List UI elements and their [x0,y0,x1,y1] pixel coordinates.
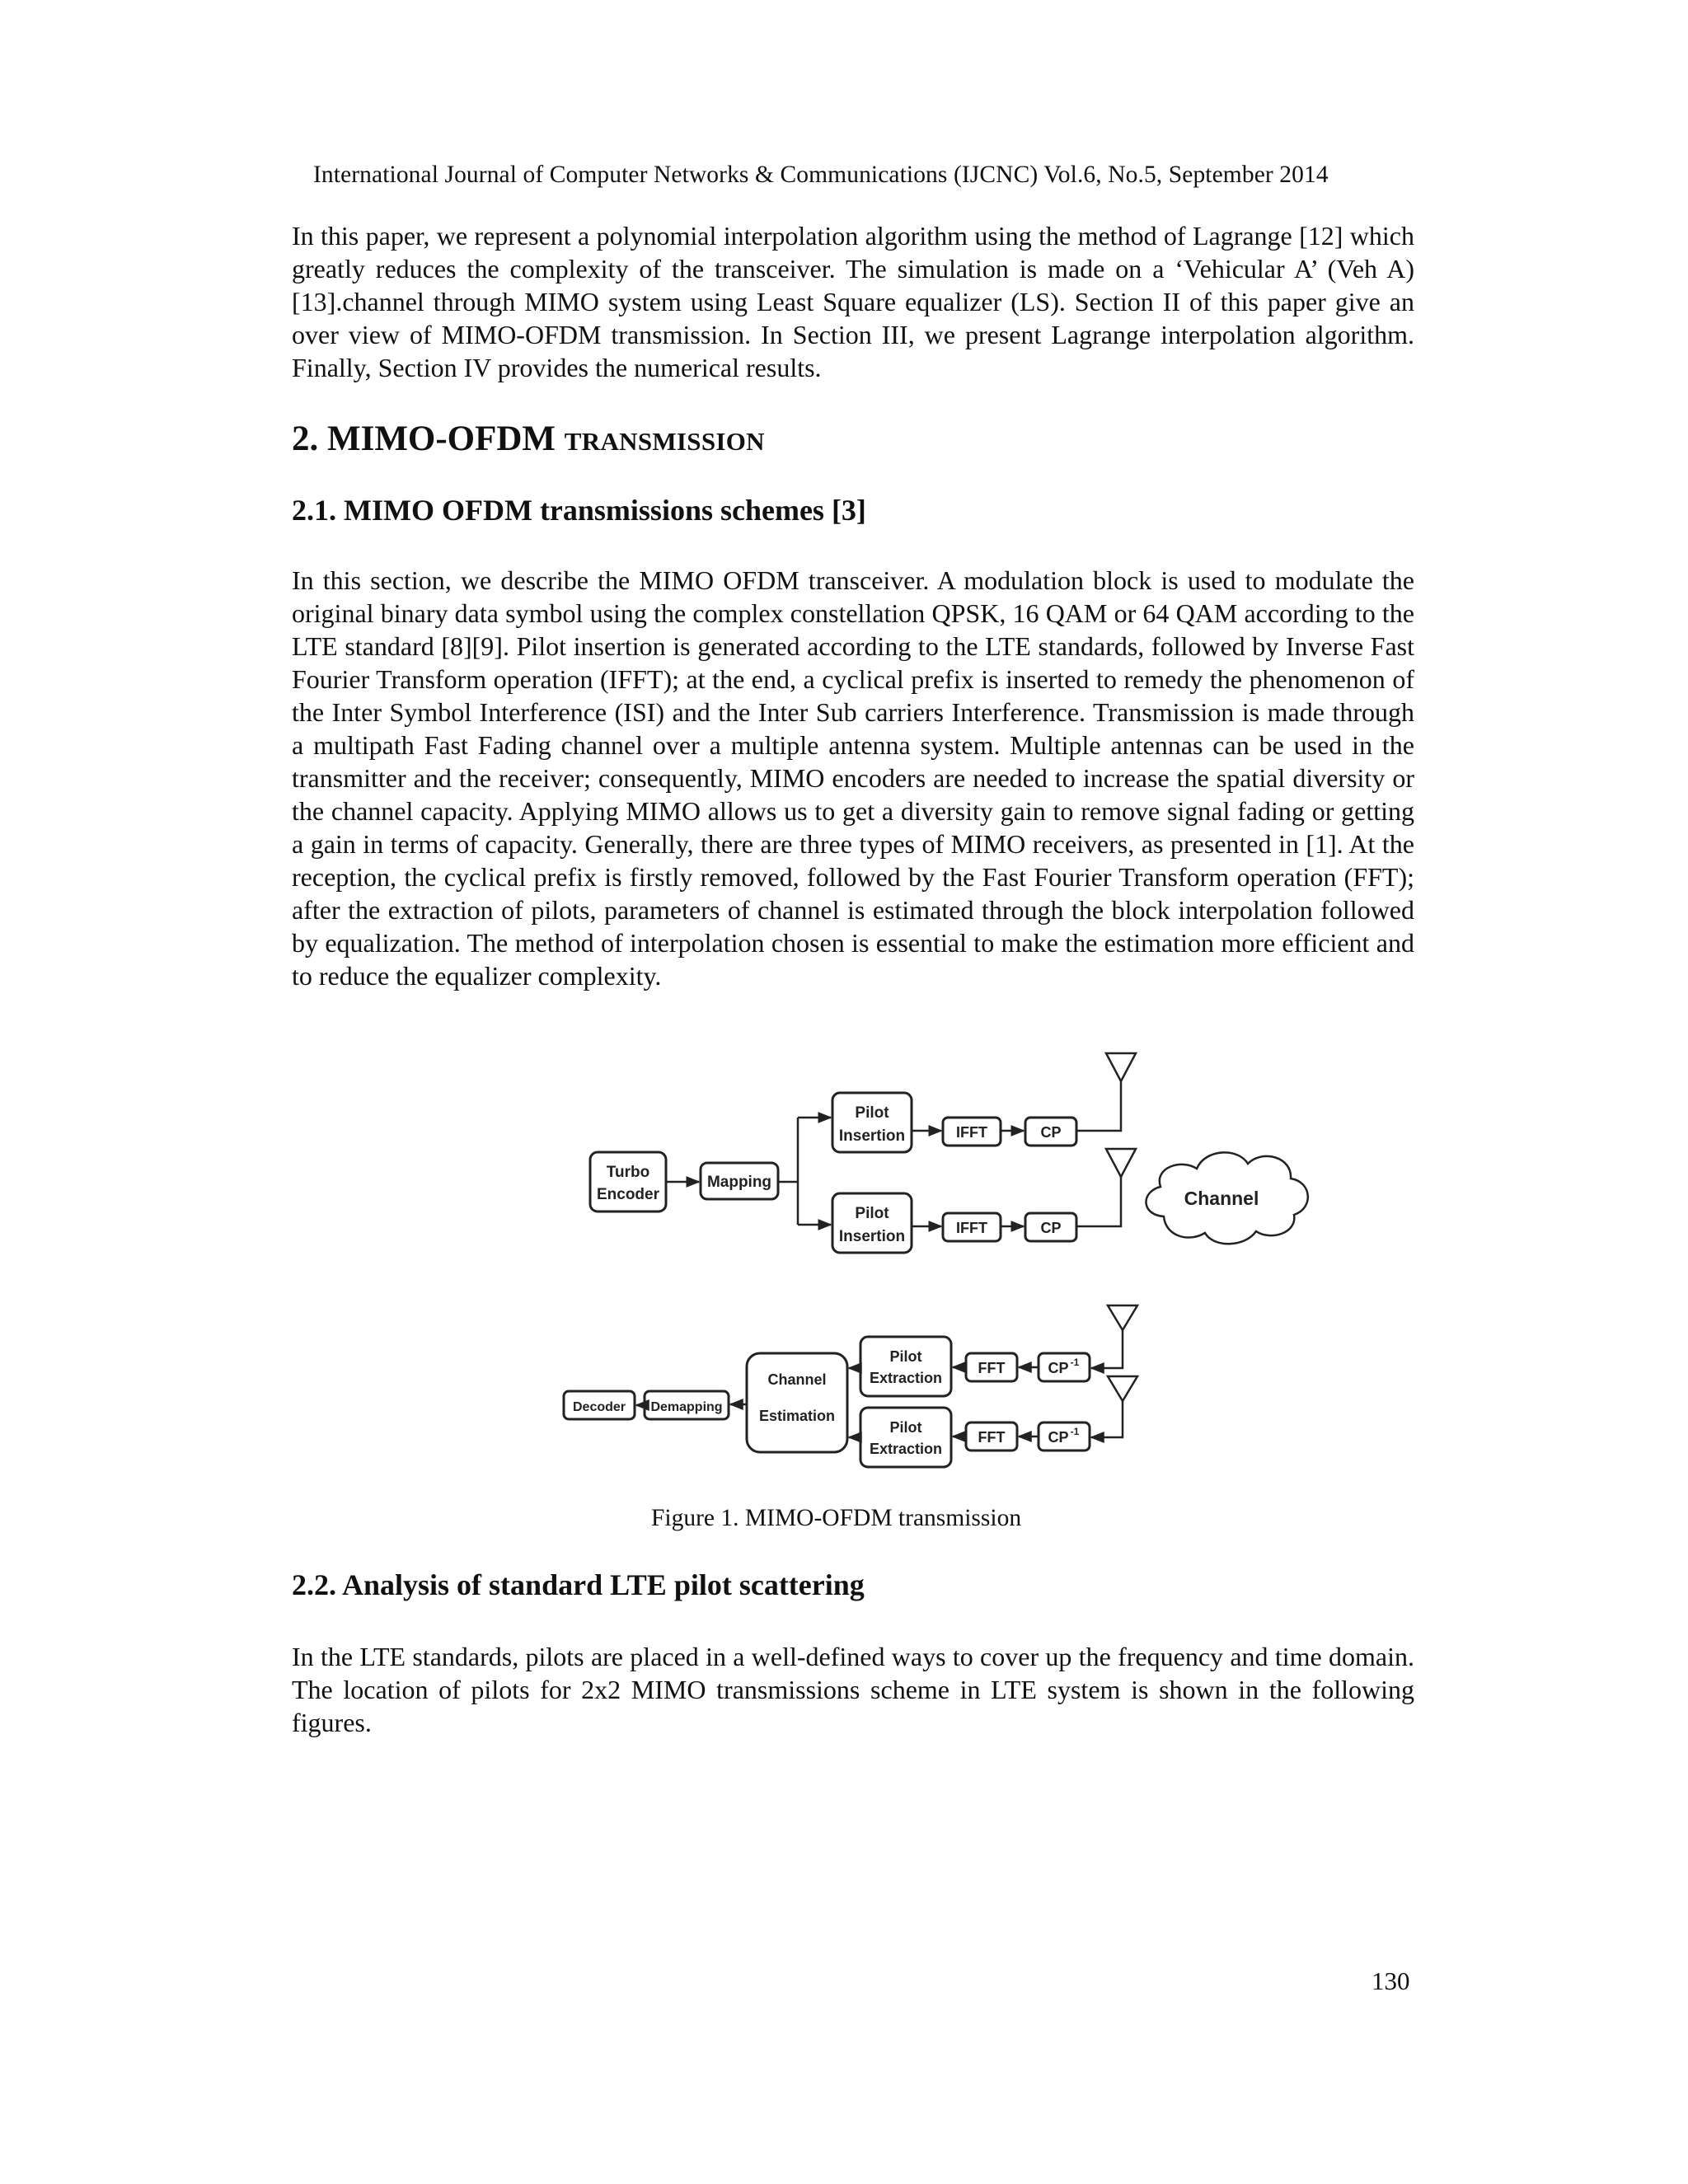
svg-text:Channel: Channel [767,1371,827,1388]
svg-text:IFFT: IFFT [956,1220,987,1236]
svg-text:Encoder: Encoder [596,1186,660,1203]
svg-text:Insertion: Insertion [838,1127,906,1145]
ifft-block-1 [943,1118,1001,1146]
section-heading [292,419,765,459]
demapping-block [645,1391,729,1419]
pilot-extraction-block-1 [860,1337,951,1396]
tx-feed-line-1 [1076,1081,1121,1131]
svg-text:Pilot: Pilot [889,1419,922,1436]
page-number: 130 [1372,1966,1410,1995]
cp-removal-block-2 [1039,1422,1090,1451]
channel-cloud-icon [1146,1152,1307,1244]
svg-text:Estimation: Estimation [758,1408,836,1424]
transceiver-paragraph: In this section, we describe the MIMO OFDM transceiver. A modulation block is used to modulate the original binary data symbol using the complex constellation QPSK, 16 QAM or 64 QAM according to the LTE standard [8][9]. Pilot insertion is generated according to the LTE standards, followed by Inverse Fast Fourier Transform operation (IFFT); at the end, a cyclical prefix is inserted to remedy the phenomenon of the Inter Symbol Interference (ISI) and the Inter Sub carriers Interference. Transmission is made through a multipath Fast Fading channel over a multiple antenna system. Multiple antennas can be used in the transmitter and the receiver; consequently, MIMO encoders are needed to increase the spatial diversity or the channel capacity. Applying MIMO allows us to get a diversity gain to remove signal fading or getting a gain in terms of capacity. Generally, there are three types of MIMO receivers, as presented in [1]. At the reception, the cyclical prefix is firstly removed, followed by the Fast Fourier Transform operation (FFT); after the extraction of pilots, parameters of channel is estimated through the block interpolation followed by equalization. The method of interpolation chosen is essential to make the estimation more efficient and to reduce the equalizer complexity. [292,565,1414,991]
rx-feed-line-2 [1091,1401,1123,1437]
svg-text:CP: CP [1040,1124,1062,1141]
mapping-split-line [778,1118,798,1225]
journal-header: International Journal of Computer Networks & Communications (IJCNC) Vol.6, No.5, September 2014 [313,162,1329,188]
channel-label: Channel [1184,1188,1259,1209]
subsection-heading-2-2: 2.2. Analysis of standard LTE pilot scattering [292,1568,865,1601]
mapping-block [701,1163,778,1199]
rx-antenna-icon-2 [1108,1376,1137,1401]
tx-antenna-icon-1 [1106,1053,1136,1081]
pilot-insertion-block-2 [832,1193,912,1253]
fft-block-2 [966,1422,1017,1451]
section-number: 2. [292,419,319,458]
channel-estimation-block [747,1353,847,1452]
tx-antenna-icon-2 [1106,1149,1136,1177]
svg-text:Extraction: Extraction [869,1441,943,1457]
svg-text:Decoder: Decoder [572,1400,626,1414]
svg-text:CP: CP [1048,1360,1069,1376]
turbo-encoder-block [590,1152,666,1212]
pilot-extraction-block-2 [860,1408,951,1467]
svg-text:Pilot: Pilot [855,1205,889,1222]
svg-text:Pilot: Pilot [855,1104,889,1122]
svg-text:CP: CP [1048,1429,1069,1446]
rx-antenna-icon-1 [1108,1305,1137,1330]
intro-paragraph: In this paper, we represent a polynomial interpolation algorithm using the method of Lagrange [12] which greatly reduces the complexity of the transceiver. The simulation is made on a ‘Vehicular A’ (Veh A) [13].channel through MIMO system using Least Square equalizer (LS). Section II of this paper give an over view of MIMO-OFDM transmission. In Section III, we present Lagrange interpolation algorithm. Finally, Section IV provides the numerical results. [292,221,1414,382]
section-title-rest: TRANSMISSION [564,427,765,456]
ifft-block-2 [943,1213,1001,1241]
svg-text:Demapping: Demapping [650,1400,723,1414]
svg-text:Extraction: Extraction [869,1370,943,1386]
subsection-heading-2-1: 2.1. MIMO OFDM transmissions schemes [3] [292,494,866,527]
svg-text:IFFT: IFFT [956,1124,987,1141]
tx-feed-line-2 [1076,1177,1121,1226]
figure-caption: Figure 1. MIMO-OFDM transmission [651,1505,1022,1531]
section-title-main: MIMO-OFDM [327,419,556,458]
cp-block-1 [1025,1118,1076,1146]
pilot-scattering-paragraph: In the LTE standards, pilots are placed in a well-defined ways to cover up the frequency and time domain. The location of pilots for 2x2 MIMO transmissions scheme in LTE system is shown in the following figures. [292,1642,1414,1737]
cp-removal-block-1 [1039,1353,1090,1381]
cp-block-2 [1025,1213,1076,1241]
svg-text:FFT: FFT [978,1360,1006,1376]
svg-text:FFT: FFT [978,1429,1006,1446]
svg-text:Turbo: Turbo [606,1164,650,1181]
svg-text:Pilot: Pilot [889,1348,922,1365]
fft-block-1 [966,1353,1017,1381]
svg-text:-1: -1 [1070,1426,1080,1437]
svg-text:CP: CP [1040,1220,1062,1236]
rx-feed-line-1 [1091,1330,1123,1368]
mimo-ofdm-diagram [554,1045,1329,1474]
decoder-block [564,1391,635,1419]
pilot-insertion-block-1 [832,1093,912,1152]
svg-text:Mapping: Mapping [706,1174,772,1191]
svg-text:-1: -1 [1070,1357,1080,1368]
svg-text:Insertion: Insertion [838,1228,906,1245]
